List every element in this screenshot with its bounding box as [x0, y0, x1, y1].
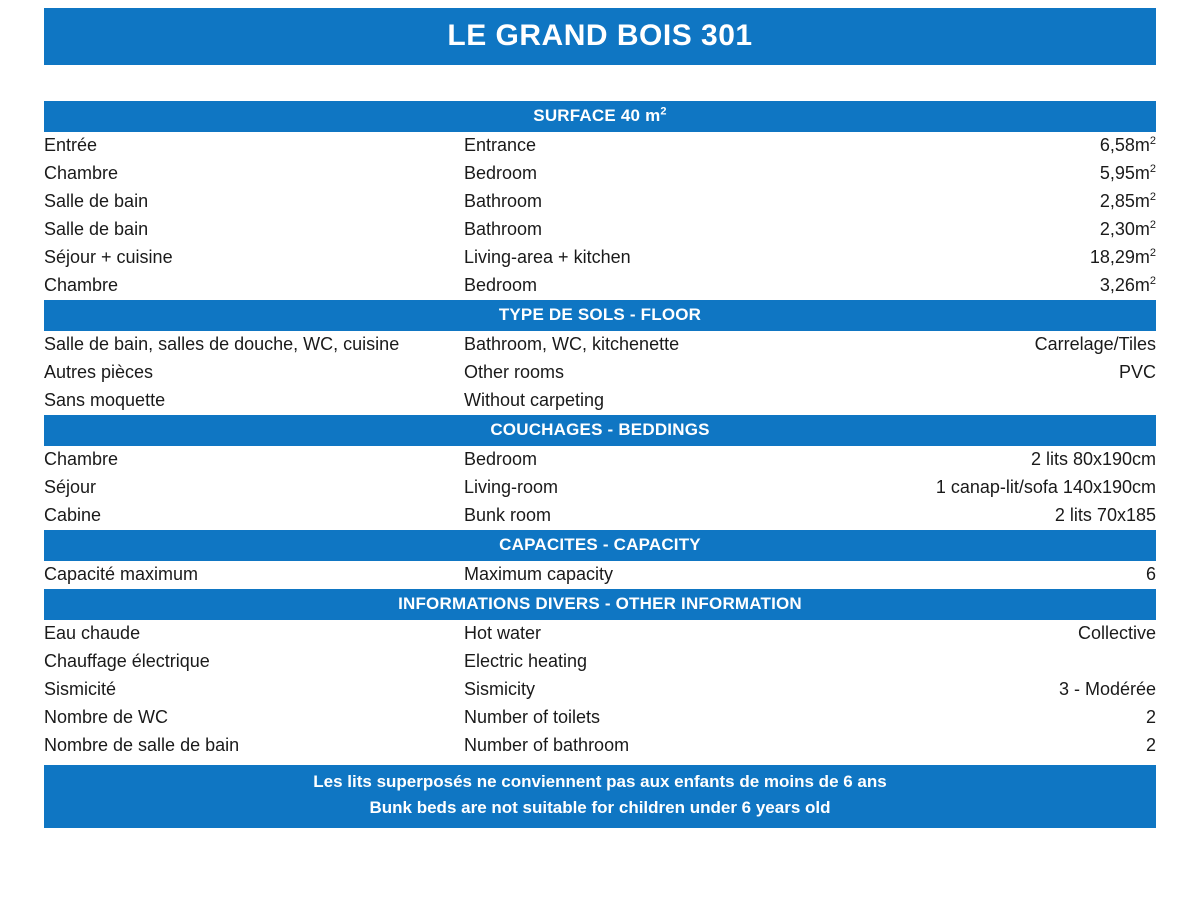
row-label-en: Electric heating — [464, 651, 588, 671]
table-row — [44, 732, 1156, 760]
row-label-fr: Chauffage électrique — [44, 651, 210, 671]
row-label-fr: Capacité maximum — [44, 564, 199, 584]
row-value-sup: 2 — [1149, 191, 1156, 203]
section-rows-floor — [44, 331, 1156, 415]
row-label-fr: Nombre de WC — [44, 707, 169, 727]
section-header-capacity-label: CAPACITES - CAPACITY — [499, 535, 701, 554]
row-label-fr: Salle de bain — [44, 191, 149, 211]
footer-note-en: Bunk beds are not suitable for children under 6 years old — [44, 795, 1156, 828]
row-label-en: Number of bathroom — [464, 735, 630, 755]
row-value — [884, 132, 1156, 160]
row-value: 2 — [1145, 707, 1156, 727]
section-header-floor — [44, 300, 1156, 331]
table-row — [44, 648, 1156, 676]
row-label-en: Living-room — [464, 477, 559, 497]
section-rows-beddings — [44, 446, 1156, 530]
row-value: 6 — [1145, 564, 1156, 584]
row-label-fr: Chambre — [44, 163, 119, 183]
table-row — [44, 188, 1156, 216]
row-value: 3 - Modérée — [1058, 679, 1156, 699]
row-label-en: Bathroom — [464, 219, 543, 239]
row-label-fr: Nombre de salle de bain — [44, 735, 240, 755]
row-label-fr: Entrée — [44, 135, 98, 155]
table-row — [44, 561, 1156, 589]
row-value: 2 lits 80x190cm — [1030, 449, 1156, 469]
row-value-text: 3,26m — [1099, 275, 1150, 295]
row-label-en: Entrance — [464, 135, 537, 155]
section-rows-surface — [44, 132, 1156, 300]
row-value-text: 2,85m — [1099, 191, 1150, 211]
section-rows-capacity — [44, 561, 1156, 589]
table-row — [44, 359, 1156, 387]
row-value — [884, 188, 1156, 216]
row-label-fr: Autres pièces — [44, 362, 154, 382]
row-value: Carrelage/Tiles — [1034, 334, 1156, 354]
row-label-en: Other rooms — [464, 362, 565, 382]
table-row — [44, 244, 1156, 272]
row-value — [884, 216, 1156, 244]
row-label-fr: Séjour — [44, 477, 97, 497]
section-header-capacity — [44, 530, 1156, 561]
row-label-fr: Chambre — [44, 449, 119, 469]
row-label-en: Without carpeting — [464, 390, 605, 410]
section-header-floor-label: TYPE DE SOLS - FLOOR — [498, 305, 702, 324]
row-value: 2 lits 70x185 — [1054, 505, 1156, 525]
row-label-en: Bedroom — [464, 449, 538, 469]
row-label-fr: Séjour + cuisine — [44, 247, 173, 267]
row-value-sup: 2 — [1149, 163, 1156, 175]
row-label-en: Sismicity — [464, 679, 535, 699]
row-value — [884, 387, 1156, 415]
footer-note-fr: Les lits superposés ne conviennent pas aux enfants de moins de 6 ans — [44, 765, 1156, 795]
row-value: Collective — [1077, 623, 1156, 643]
section-header-beddings-label: COUCHAGES - BEDDINGS — [490, 420, 710, 439]
footer-note — [44, 765, 1156, 828]
table-row — [44, 272, 1156, 300]
table-row — [44, 704, 1156, 732]
row-value-text: 5,95m — [1099, 163, 1150, 183]
section-header-surface — [44, 101, 1156, 132]
table-row — [44, 387, 1156, 415]
row-label-en: Bathroom — [464, 191, 543, 211]
row-label-fr: Cabine — [44, 505, 102, 525]
table-row — [44, 474, 1156, 502]
row-value: 2 — [1145, 735, 1156, 755]
table-row — [44, 331, 1156, 359]
table-row — [44, 502, 1156, 530]
row-label-en: Living-area + kitchen — [464, 247, 631, 267]
page-title — [44, 8, 1156, 65]
section-header-beddings — [44, 415, 1156, 446]
row-value: 1 canap-lit/sofa 140x190cm — [935, 477, 1156, 497]
row-value-sup: 2 — [1149, 219, 1156, 231]
table-row — [44, 676, 1156, 704]
table-row — [44, 160, 1156, 188]
row-label-en: Bedroom — [464, 163, 538, 183]
row-value-sup: 2 — [1149, 247, 1156, 259]
row-value: PVC — [1118, 362, 1156, 382]
section-header-other-information — [44, 589, 1156, 620]
table-row — [44, 132, 1156, 160]
row-value-text: 6,58m — [1099, 135, 1150, 155]
row-value-sup: 2 — [1149, 275, 1156, 287]
row-label-en: Hot water — [464, 623, 542, 643]
section-header-surface-sup: 2 — [660, 105, 667, 118]
row-label-fr: Salle de bain, salles de douche, WC, cuisine — [44, 334, 400, 354]
page-title-text: LE GRAND BOIS 301 — [447, 19, 753, 52]
row-label-fr: Sans moquette — [44, 390, 166, 410]
table-row — [44, 216, 1156, 244]
row-value — [884, 160, 1156, 188]
section-header-surface-label: SURFACE 40 m — [533, 106, 661, 125]
row-label-fr: Chambre — [44, 275, 119, 295]
row-label-en: Bunk room — [464, 505, 552, 525]
section-rows-other-information — [44, 620, 1156, 760]
row-label-en: Number of toilets — [464, 707, 601, 727]
row-label-en: Maximum capacity — [464, 564, 614, 584]
row-value — [884, 272, 1156, 300]
row-label-fr: Salle de bain — [44, 219, 149, 239]
table-row — [44, 620, 1156, 648]
row-label-en: Bedroom — [464, 275, 538, 295]
row-value — [884, 648, 1156, 676]
row-label-fr: Sismicité — [44, 679, 117, 699]
row-value-text: 18,29m — [1089, 247, 1150, 267]
row-value — [884, 244, 1156, 272]
row-value-sup: 2 — [1149, 135, 1156, 147]
table-row — [44, 446, 1156, 474]
row-label-en: Bathroom, WC, kitchenette — [464, 334, 680, 354]
row-label-fr: Eau chaude — [44, 623, 141, 643]
section-header-other-information-label: INFORMATIONS DIVERS - OTHER INFORMATION — [398, 594, 802, 613]
row-value-text: 2,30m — [1099, 219, 1150, 239]
